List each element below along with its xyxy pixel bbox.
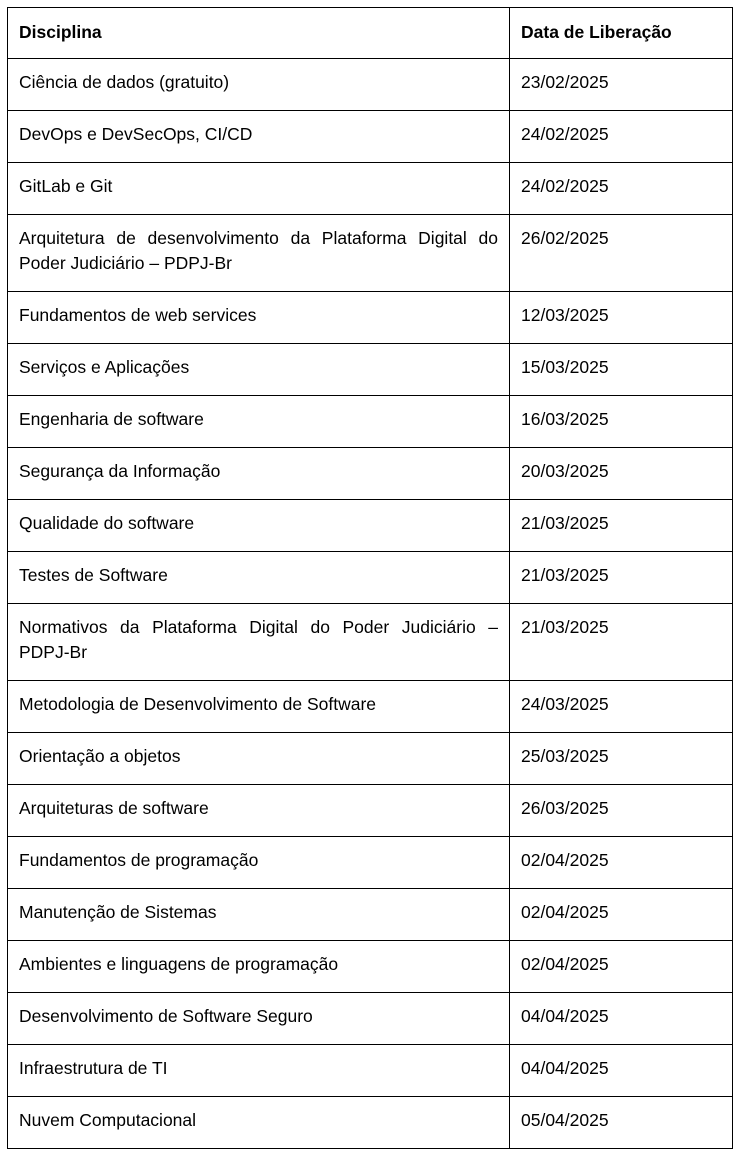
cell-data: 02/04/2025 bbox=[510, 837, 733, 889]
table-row bbox=[8, 111, 733, 163]
cell-disciplina: Testes de Software bbox=[8, 552, 510, 604]
table-row bbox=[8, 1045, 733, 1097]
table-row bbox=[8, 837, 733, 889]
table-row bbox=[8, 733, 733, 785]
cell-disciplina: Normativos da Plataforma Digital do Poder Judiciário – PDPJ-Br bbox=[8, 604, 510, 681]
cell-disciplina: Fundamentos de web services bbox=[8, 292, 510, 344]
table-row bbox=[8, 604, 733, 681]
cell-disciplina: Arquiteturas de software bbox=[8, 785, 510, 837]
cell-disciplina: Fundamentos de programação bbox=[8, 837, 510, 889]
cell-disciplina: Serviços e Aplicações bbox=[8, 344, 510, 396]
table-row bbox=[8, 552, 733, 604]
table-row bbox=[8, 59, 733, 111]
table-row bbox=[8, 889, 733, 941]
cell-data: 16/03/2025 bbox=[510, 396, 733, 448]
cell-data: 05/04/2025 bbox=[510, 1097, 733, 1149]
table-row bbox=[8, 941, 733, 993]
cell-disciplina: Metodologia de Desenvolvimento de Software bbox=[8, 681, 510, 733]
cell-disciplina: Qualidade do software bbox=[8, 500, 510, 552]
table-row bbox=[8, 681, 733, 733]
cell-data: 23/02/2025 bbox=[510, 59, 733, 111]
cell-disciplina: Desenvolvimento de Software Seguro bbox=[8, 993, 510, 1045]
cell-disciplina: DevOps e DevSecOps, CI/CD bbox=[8, 111, 510, 163]
cell-disciplina: Infraestrutura de TI bbox=[8, 1045, 510, 1097]
table-row bbox=[8, 163, 733, 215]
table-row bbox=[8, 396, 733, 448]
cell-disciplina: Orientação a objetos bbox=[8, 733, 510, 785]
table-row bbox=[8, 1097, 733, 1149]
cell-data: 21/03/2025 bbox=[510, 552, 733, 604]
table-row bbox=[8, 215, 733, 292]
cell-disciplina: Engenharia de software bbox=[8, 396, 510, 448]
cell-disciplina: Nuvem Computacional bbox=[8, 1097, 510, 1149]
cell-data: 24/02/2025 bbox=[510, 111, 733, 163]
table-row bbox=[8, 448, 733, 500]
header-disciplina: Disciplina bbox=[8, 8, 510, 59]
table-header-row bbox=[8, 8, 733, 59]
header-data-liberacao: Data de Liberação bbox=[510, 8, 733, 59]
release-schedule-table bbox=[7, 7, 733, 1149]
cell-data: 02/04/2025 bbox=[510, 889, 733, 941]
cell-data: 15/03/2025 bbox=[510, 344, 733, 396]
cell-data: 21/03/2025 bbox=[510, 500, 733, 552]
cell-data: 04/04/2025 bbox=[510, 1045, 733, 1097]
cell-data: 26/02/2025 bbox=[510, 215, 733, 292]
cell-disciplina: Segurança da Informação bbox=[8, 448, 510, 500]
cell-data: 25/03/2025 bbox=[510, 733, 733, 785]
cell-data: 21/03/2025 bbox=[510, 604, 733, 681]
cell-disciplina: GitLab e Git bbox=[8, 163, 510, 215]
cell-data: 20/03/2025 bbox=[510, 448, 733, 500]
table-row bbox=[8, 785, 733, 837]
table-row bbox=[8, 292, 733, 344]
cell-disciplina: Ambientes e linguagens de programação bbox=[8, 941, 510, 993]
table-row bbox=[8, 344, 733, 396]
cell-data: 24/02/2025 bbox=[510, 163, 733, 215]
cell-disciplina: Arquitetura de desenvolvimento da Plataforma Digital do Poder Judiciário – PDPJ-Br bbox=[8, 215, 510, 292]
cell-data: 12/03/2025 bbox=[510, 292, 733, 344]
cell-disciplina: Ciência de dados (gratuito) bbox=[8, 59, 510, 111]
table-row bbox=[8, 993, 733, 1045]
cell-data: 04/04/2025 bbox=[510, 993, 733, 1045]
cell-data: 26/03/2025 bbox=[510, 785, 733, 837]
table-row bbox=[8, 500, 733, 552]
cell-data: 24/03/2025 bbox=[510, 681, 733, 733]
cell-data: 02/04/2025 bbox=[510, 941, 733, 993]
cell-disciplina: Manutenção de Sistemas bbox=[8, 889, 510, 941]
